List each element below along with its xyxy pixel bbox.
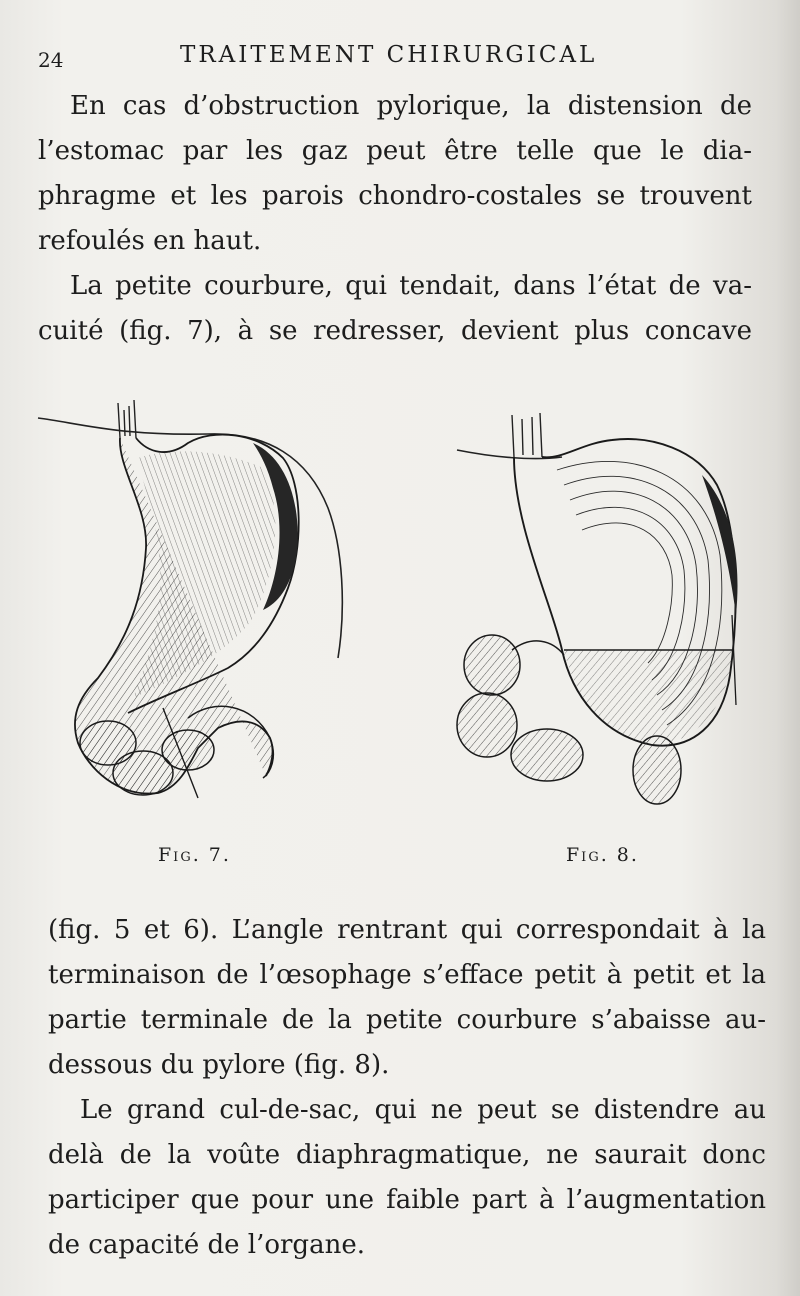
figure-8-stomach-distended [452, 405, 752, 835]
page-number: 24 [38, 48, 64, 72]
figure-8-drawing [452, 405, 752, 835]
text-line: partie terminale de la petite courbure s’abaisse au- [48, 1005, 766, 1035]
text-line: cuité (fig. 7), à se redresser, devient plus concave [38, 316, 752, 346]
text-line: terminaison de l’œsophage s’efface petit à petit et la [48, 960, 766, 990]
text-line: dessous du pylore (fig. 8). [48, 1050, 390, 1080]
text-line: En cas d’obstruction pylorique, la distension de [70, 91, 752, 121]
figure-7-stomach-empty [38, 398, 378, 818]
text-line: refoulés en haut. [38, 226, 262, 256]
bottom-paragraphs [48, 908, 766, 1268]
text-line: phragme et les parois chondro-costales se trouvent [38, 181, 752, 211]
text-line: (fig. 5 et 6). L’angle rentrant qui correspondait à la [48, 915, 766, 945]
text-line: participer que pour une faible part à l’augmentation [48, 1185, 766, 1215]
running-title: TRAITEMENT CHIRURGICAL [180, 42, 598, 68]
top-paragraphs [38, 84, 752, 354]
figure-7-caption: Fig. 7. [158, 844, 231, 866]
text-line: de capacité de l’organe. [48, 1230, 365, 1260]
text-line: Le grand cul-de-sac, qui ne peut se distendre au [80, 1095, 766, 1125]
text-line: l’estomac par les gaz peut être telle que le dia- [38, 136, 752, 166]
text-line: La petite courbure, qui tendait, dans l’état de va- [70, 271, 752, 301]
figure-8-caption: Fig. 8. [566, 844, 639, 866]
page-header [38, 40, 758, 80]
figure-7-drawing [38, 398, 378, 818]
text-line: delà de la voûte diaphragmatique, ne saurait donc [48, 1140, 766, 1170]
